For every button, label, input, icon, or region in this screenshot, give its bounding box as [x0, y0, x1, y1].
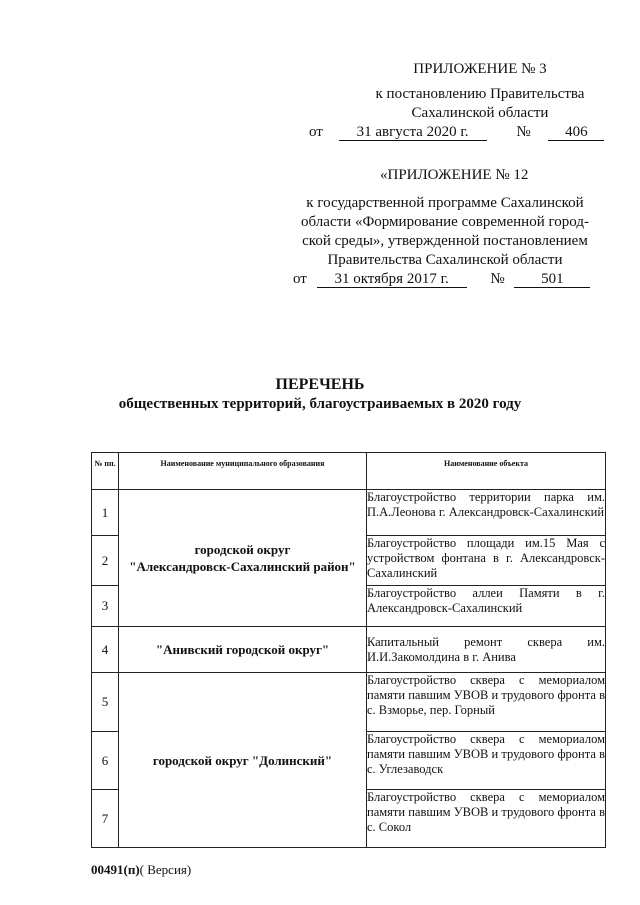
- appendix3-number: 406: [548, 125, 604, 141]
- municipality-name: городской округ "Долинский": [152, 752, 333, 768]
- municipality-cell: [119, 490, 367, 627]
- municipality-name: "Анивский городской округ": [155, 642, 330, 657]
- row-number: 6: [92, 732, 119, 790]
- municipality-cell: [119, 627, 367, 673]
- appendix3-from-label: от: [309, 124, 323, 140]
- document-footer: [91, 862, 191, 878]
- document-code: 00491(п): [91, 862, 140, 877]
- row-number: 2: [92, 536, 119, 586]
- object-cell: Благоустройство аллеи Памяти в г. Александровск-Сахалинский: [367, 586, 606, 627]
- list-title: ПЕРЕЧЕНЬ: [275, 376, 365, 393]
- header-number: № пп.: [92, 453, 119, 490]
- row-number: 1: [92, 490, 119, 536]
- appendix12-number-label: №: [490, 271, 505, 287]
- table-row: [92, 627, 606, 673]
- row-number: 5: [92, 673, 119, 732]
- appendix12-title: «ПРИЛОЖЕНИЕ № 12: [380, 167, 529, 183]
- object-cell: Благоустройство сквера с мемориалом памяти павшим УВОВ и трудового фронта в с. Углезаводск: [367, 732, 606, 790]
- row-number: 4: [92, 627, 119, 673]
- appendix3-line1: к постановлению Правительства: [375, 86, 585, 102]
- table-row: [92, 490, 606, 536]
- object-cell: Капитальный ремонт сквера им. И.И.Закомолдина в г. Анива: [367, 627, 606, 673]
- object-cell: Благоустройство площади им.15 Мая с устройством фонтана в г. Александровск-Сахалинский: [367, 536, 606, 586]
- appendix12-from-label: от: [293, 271, 307, 287]
- object-cell: Благоустройство территории парка им. П.А.Леонова г. Александровск-Сахалинский: [367, 490, 606, 536]
- appendix12-reference-line: [293, 270, 590, 289]
- appendix12-line2: области «Формирование современной город-: [301, 214, 589, 230]
- appendix3-number-label: №: [516, 124, 531, 140]
- appendix12-line4: Правительства Сахалинской области: [327, 252, 563, 268]
- object-cell: Благоустройство сквера с мемориалом памяти павшим УВОВ и трудового фронта в с. Взморье, пер. Горный: [367, 673, 606, 732]
- appendix3-date: 31 августа 2020 г.: [339, 125, 487, 141]
- document-version: ( Версия): [139, 862, 192, 877]
- header-municipality: Наименование муниципального образования: [119, 453, 367, 490]
- appendix12-date: 31 октября 2017 г.: [317, 272, 467, 288]
- header-object: Наименование объекта: [367, 453, 606, 490]
- table-header-row: [92, 453, 606, 490]
- territories-table: [91, 452, 606, 848]
- municipality-cell: [119, 673, 367, 848]
- object-cell: Благоустройство сквера с мемориалом памяти павшим УВОВ и трудового фронта в с. Сокол: [367, 790, 606, 848]
- appendix3-line2: Сахалинской области: [411, 105, 549, 121]
- appendix3-title: ПРИЛОЖЕНИЕ № 3: [413, 61, 547, 77]
- appendix12-line1: к государственной программе Сахалинской: [306, 195, 584, 211]
- table-row: [92, 673, 606, 732]
- municipality-name: городской округ: [194, 542, 291, 557]
- appendix12-line3: ской среды», утвержденной постановлением: [302, 233, 588, 249]
- row-number: 7: [92, 790, 119, 848]
- municipality-name: "Александровск-Сахалинский район": [129, 559, 356, 574]
- list-subtitle: общественных территорий, благоустраиваемых в 2020 году: [118, 396, 522, 412]
- appendix3-reference-line: [309, 123, 604, 142]
- appendix12-number: 501: [514, 272, 590, 288]
- row-number: 3: [92, 586, 119, 627]
